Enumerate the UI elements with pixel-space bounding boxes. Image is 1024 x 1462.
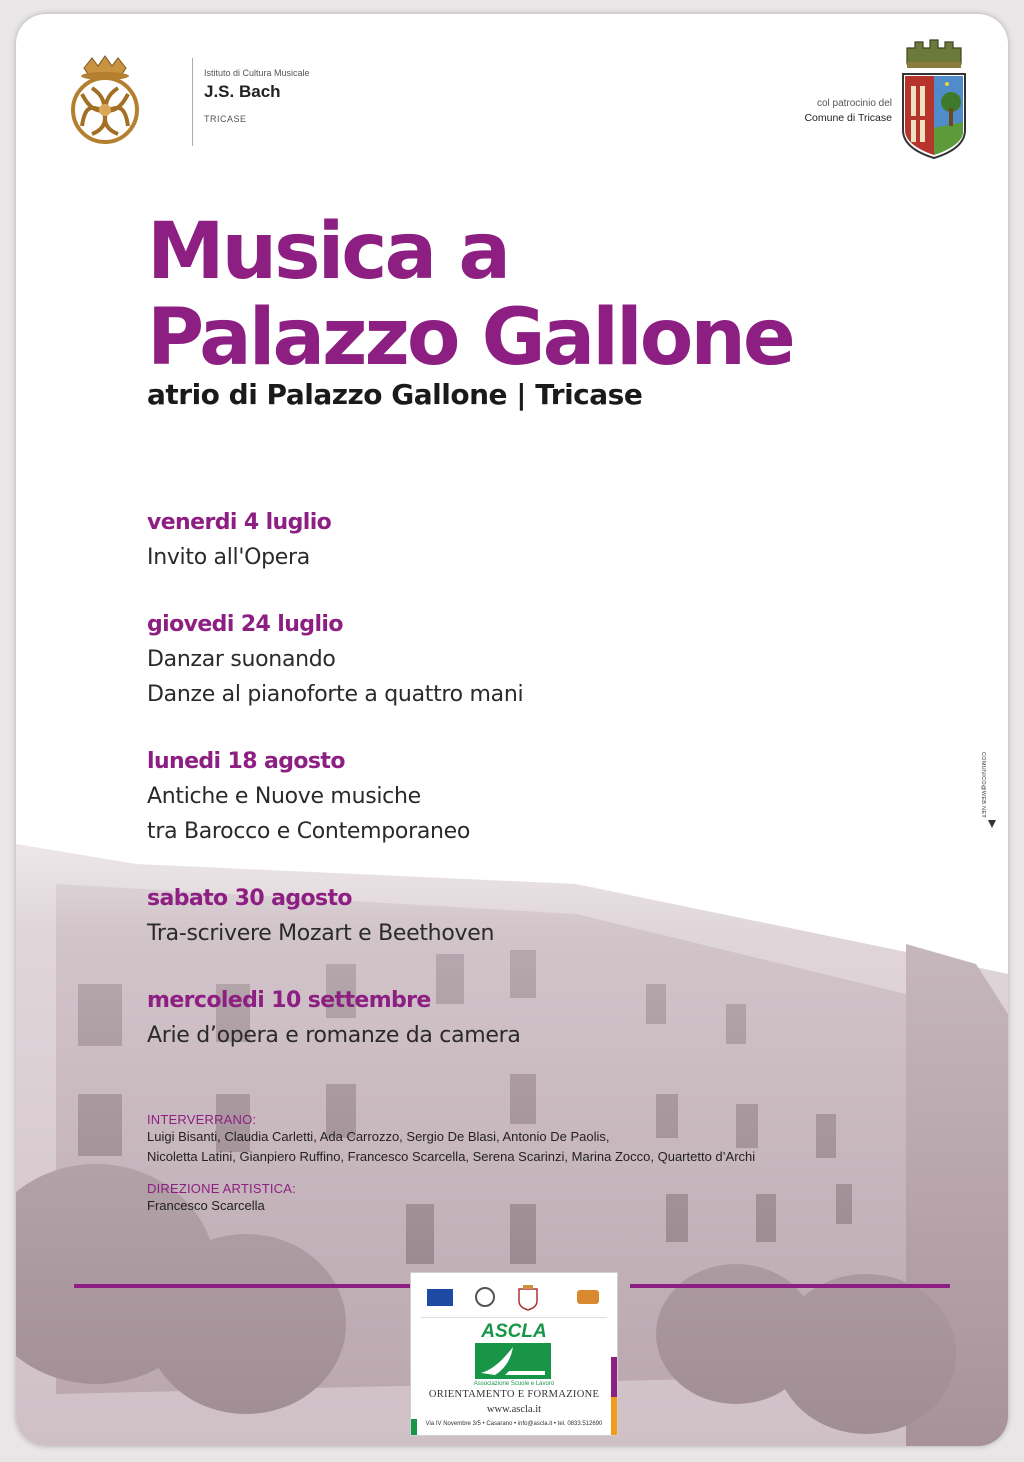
designer-credit: COMUNICO@WEB.NET	[980, 752, 986, 818]
performers-label: INTERVERRANO:	[147, 1112, 257, 1127]
accent-bar-green	[411, 1419, 417, 1435]
event-title: Tra-scrivere Mozart e Beethoven	[147, 921, 495, 946]
patronage-label: col patrocinio del	[816, 98, 892, 109]
divider-line-left	[74, 1284, 414, 1288]
event-date: mercoledi 10 settembre	[147, 988, 431, 1013]
ascla-logo-text: ASCLA	[481, 1321, 547, 1342]
italian-republic-emblem-icon	[475, 1287, 495, 1307]
event-description: Danze al pianoforte a quattro mani	[147, 682, 524, 707]
ascla-sponsor-box	[410, 1272, 618, 1436]
performers-list-line-1: Luigi Bisanti, Claudia Carletti, Ada Carrozzo, Sergio De Blasi, Antonio De Paolis,	[147, 1129, 610, 1144]
event-description: tra Barocco e Contemporaneo	[147, 819, 471, 844]
event-item	[147, 608, 907, 712]
event-item	[147, 882, 907, 951]
institute-text-block	[204, 68, 384, 124]
event-title: Invito all'Opera	[147, 545, 310, 570]
institute-city: TRICASE	[204, 114, 247, 124]
event-title: Arie d’opera e romanze da camera	[147, 1023, 521, 1048]
ascla-tagline: Associazione Scuole e Lavoro	[473, 1381, 555, 1387]
patronage-text	[804, 98, 892, 124]
eu-flag-icon	[427, 1289, 453, 1306]
page-title	[147, 209, 793, 381]
venue-subtitle: atrio di Palazzo Gallone | Tricase	[147, 378, 643, 411]
event-item	[147, 984, 907, 1053]
ascla-logo-icon	[475, 1343, 551, 1379]
funding-logos-row	[421, 1279, 607, 1318]
event-title: Danzar suonando	[147, 647, 336, 672]
event-item	[147, 506, 907, 575]
credits-section	[147, 1112, 907, 1230]
event-date: lunedi 18 agosto	[147, 749, 345, 774]
ascla-service: ORIENTAMENTO E FORMAZIONE	[428, 1389, 600, 1400]
artistic-director: Francesco Scarcella	[147, 1198, 265, 1213]
direction-label: DIREZIONE ARTISTICA:	[147, 1181, 296, 1196]
header-divider	[192, 58, 193, 146]
event-date: sabato 30 agosto	[147, 886, 352, 911]
ascla-website: www.ascla.it	[486, 1404, 542, 1415]
province-crest-icon	[517, 1285, 539, 1311]
accent-bar-orange	[611, 1397, 617, 1435]
region-logo-icon	[577, 1290, 599, 1304]
institute-name: J.S. Bach	[204, 82, 281, 101]
performers-block	[147, 1112, 907, 1167]
event-schedule	[147, 506, 907, 1053]
tricase-coat-of-arms-icon	[901, 38, 967, 160]
ascla-address: Via IV Novembre 3/5 • Casarano • info@ascla.it • tel. 0833.512690	[425, 1421, 603, 1427]
title-line-1: Musica a	[147, 207, 508, 297]
event-date: giovedi 24 luglio	[147, 612, 343, 637]
institute-type: Istituto di Cultura Musicale	[204, 68, 310, 78]
designer-arrow-icon	[988, 820, 996, 828]
patronage-entity: Comune di Tricase	[804, 112, 892, 124]
event-item	[147, 745, 907, 849]
accent-bar-purple	[611, 1357, 617, 1397]
event-date: venerdi 4 luglio	[147, 510, 332, 535]
performers-list-line-2: Nicoletta Latini, Gianpiero Ruffino, Francesco Scarcella, Serena Scarinzi, Marina Zocco, Quartetto d’Archi	[147, 1149, 756, 1164]
divider-line-right	[630, 1284, 950, 1288]
title-line-2: Palazzo Gallone	[147, 293, 793, 383]
direction-block	[147, 1181, 907, 1216]
bach-monogram-crest-icon	[62, 54, 148, 146]
poster	[16, 14, 1008, 1446]
event-title: Antiche e Nuove musiche	[147, 784, 421, 809]
